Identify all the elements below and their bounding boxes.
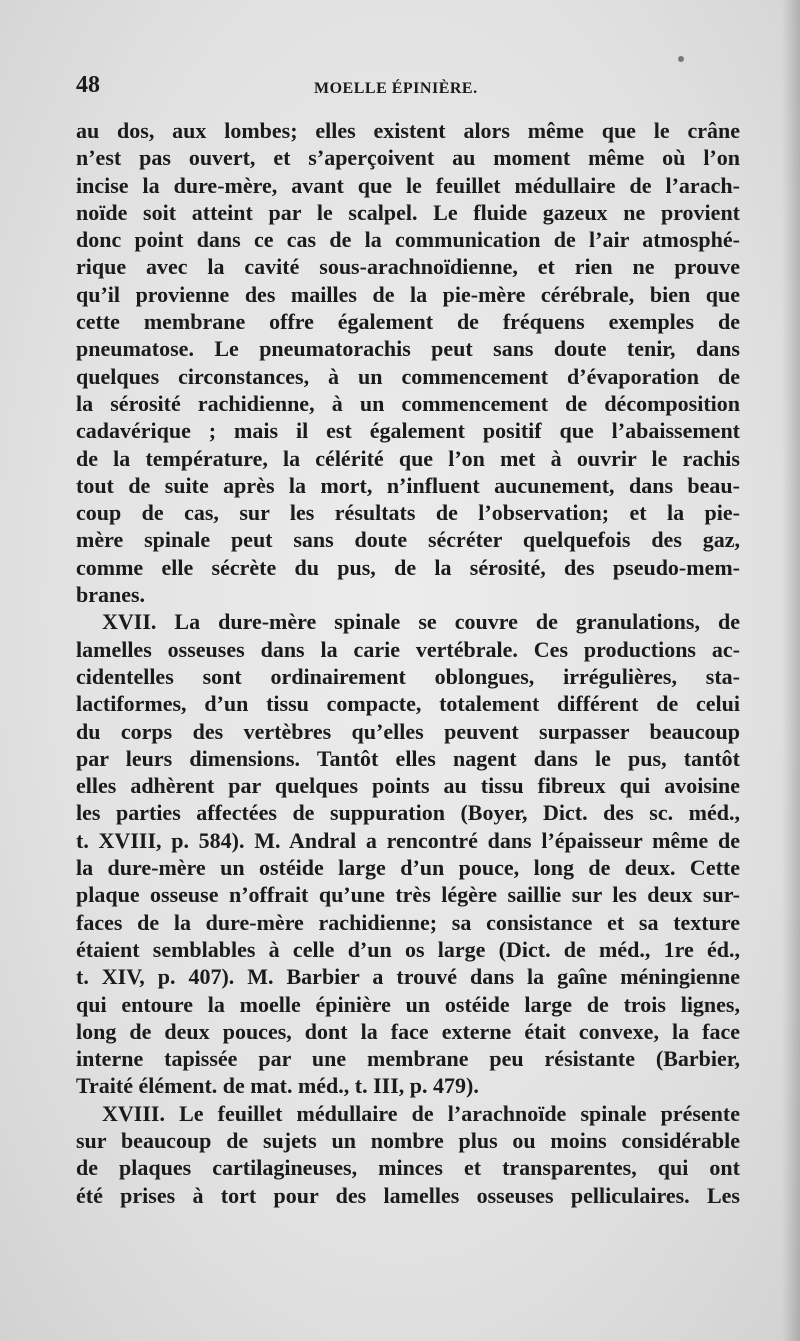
text-line: qui entoure la moelle épinière un ostéide large de trois lignes, <box>76 991 740 1017</box>
text-line: de plaques cartilagineuses, minces et transparentes, qui ont <box>76 1155 740 1181</box>
text-line: t. XIV, p. 407). M. Barbier a trouvé dans la gaîne méningienne <box>76 964 740 990</box>
text-line: les parties affectées de suppuration (Boyer, Dict. des sc. méd., <box>76 800 740 826</box>
text-line: de la température, la célérité que l’on met à ouvrir le rachis <box>76 445 740 471</box>
page-number: 48 <box>76 72 100 98</box>
text-line: n’est pas ouvert, et s’aperçoivent au moment même où l’on <box>76 145 740 171</box>
text-line: par leurs dimensions. Tantôt elles nagent dans le pus, tantôt <box>76 745 740 771</box>
section-start-line: XVII. La dure-mère spinale se couvre de granulations, de <box>102 609 740 635</box>
text-line: qu’il provienne des mailles de la pie-mère cérébrale, bien que <box>76 281 740 307</box>
text-line: mère spinale peut sans doute sécréter quelquefois des gaz, <box>76 527 740 553</box>
text-line: lactiformes, d’un tissu compacte, totalement différent de celui <box>76 691 740 717</box>
text-line: sur beaucoup de sujets un nombre plus ou moins considérable <box>76 1127 740 1153</box>
page-edge-shadow <box>782 0 800 1341</box>
text-line: interne tapissée par une membrane peu résistante (Barbier, <box>76 1046 740 1072</box>
text-line: quelques circonstances, à un commencement d’évaporation de <box>76 363 740 389</box>
text-line: la sérosité rachidienne, à un commencement de décomposition <box>76 390 740 416</box>
text-line: étaient semblables à celle d’un os large (Dict. de méd., 1re éd., <box>76 936 740 962</box>
text-line: plaque osseuse n’offrait qu’une très légère saillie sur les deux sur- <box>76 882 740 908</box>
text-line: Traité élément. de mat. méd., t. III, p. 479). <box>76 1073 479 1099</box>
text-line: incise la dure-mère, avant que le feuillet médullaire de l’arach- <box>76 172 740 198</box>
section-start-line: XVIII. Le feuillet médullaire de l’arachnoïde spinale présente <box>102 1100 740 1126</box>
text-line: lamelles osseuses dans la carie vertébrale. Ces productions ac- <box>76 636 740 662</box>
text-line: cidentelles sont ordinairement oblongues, irrégulières, sta- <box>76 663 740 689</box>
text-line: cadavérique ; mais il est également positif que l’abaissement <box>76 418 740 444</box>
text-line: t. XVIII, p. 584). M. Andral a rencontré dans l’épaisseur même de <box>76 827 740 853</box>
text-line: branes. <box>76 582 146 608</box>
text-line: faces de la dure-mère rachidienne; sa consistance et sa texture <box>76 909 740 935</box>
body-text <box>76 117 740 1209</box>
running-header <box>76 72 746 102</box>
text-line: rique avec la cavité sous-arachnoïdienne, et rien ne prouve <box>76 254 740 280</box>
text-line: la dure-mère un ostéide large d’un pouce, long de deux. Cette <box>76 855 740 881</box>
text-line: long de deux pouces, dont la face externe était convexe, la face <box>76 1018 740 1044</box>
text-line: cette membrane offre également de fréquens exemples de <box>76 309 740 335</box>
text-line: noïde soit atteint par le scalpel. Le fluide gazeux ne provient <box>76 199 740 225</box>
text-line: comme elle sécrète du pus, de la sérosité, des pseudo-mem- <box>76 554 740 580</box>
text-line: au dos, aux lombes; elles existent alors même que le crâne <box>76 118 740 143</box>
text-line: été prises à tort pour des lamelles osseuses pelliculaires. Les <box>76 1182 740 1208</box>
running-title: MOELLE ÉPINIÈRE. <box>314 80 478 97</box>
ink-speck <box>678 56 684 62</box>
text-line: elles adhèrent par quelques points au tissu fibreux qui avoisine <box>76 773 740 799</box>
text-line: tout de suite après la mort, n’influent aucunement, dans beau- <box>76 472 740 498</box>
text-line: coup de cas, sur les résultats de l’observation; et la pie- <box>76 500 740 526</box>
text-line: pneumatose. Le pneumatorachis peut sans doute tenir, dans <box>76 336 740 362</box>
text-line: du corps des vertèbres qu’elles peuvent surpasser beaucoup <box>76 718 740 744</box>
text-line: donc point dans ce cas de la communication de l’air atmosphé- <box>76 227 740 253</box>
